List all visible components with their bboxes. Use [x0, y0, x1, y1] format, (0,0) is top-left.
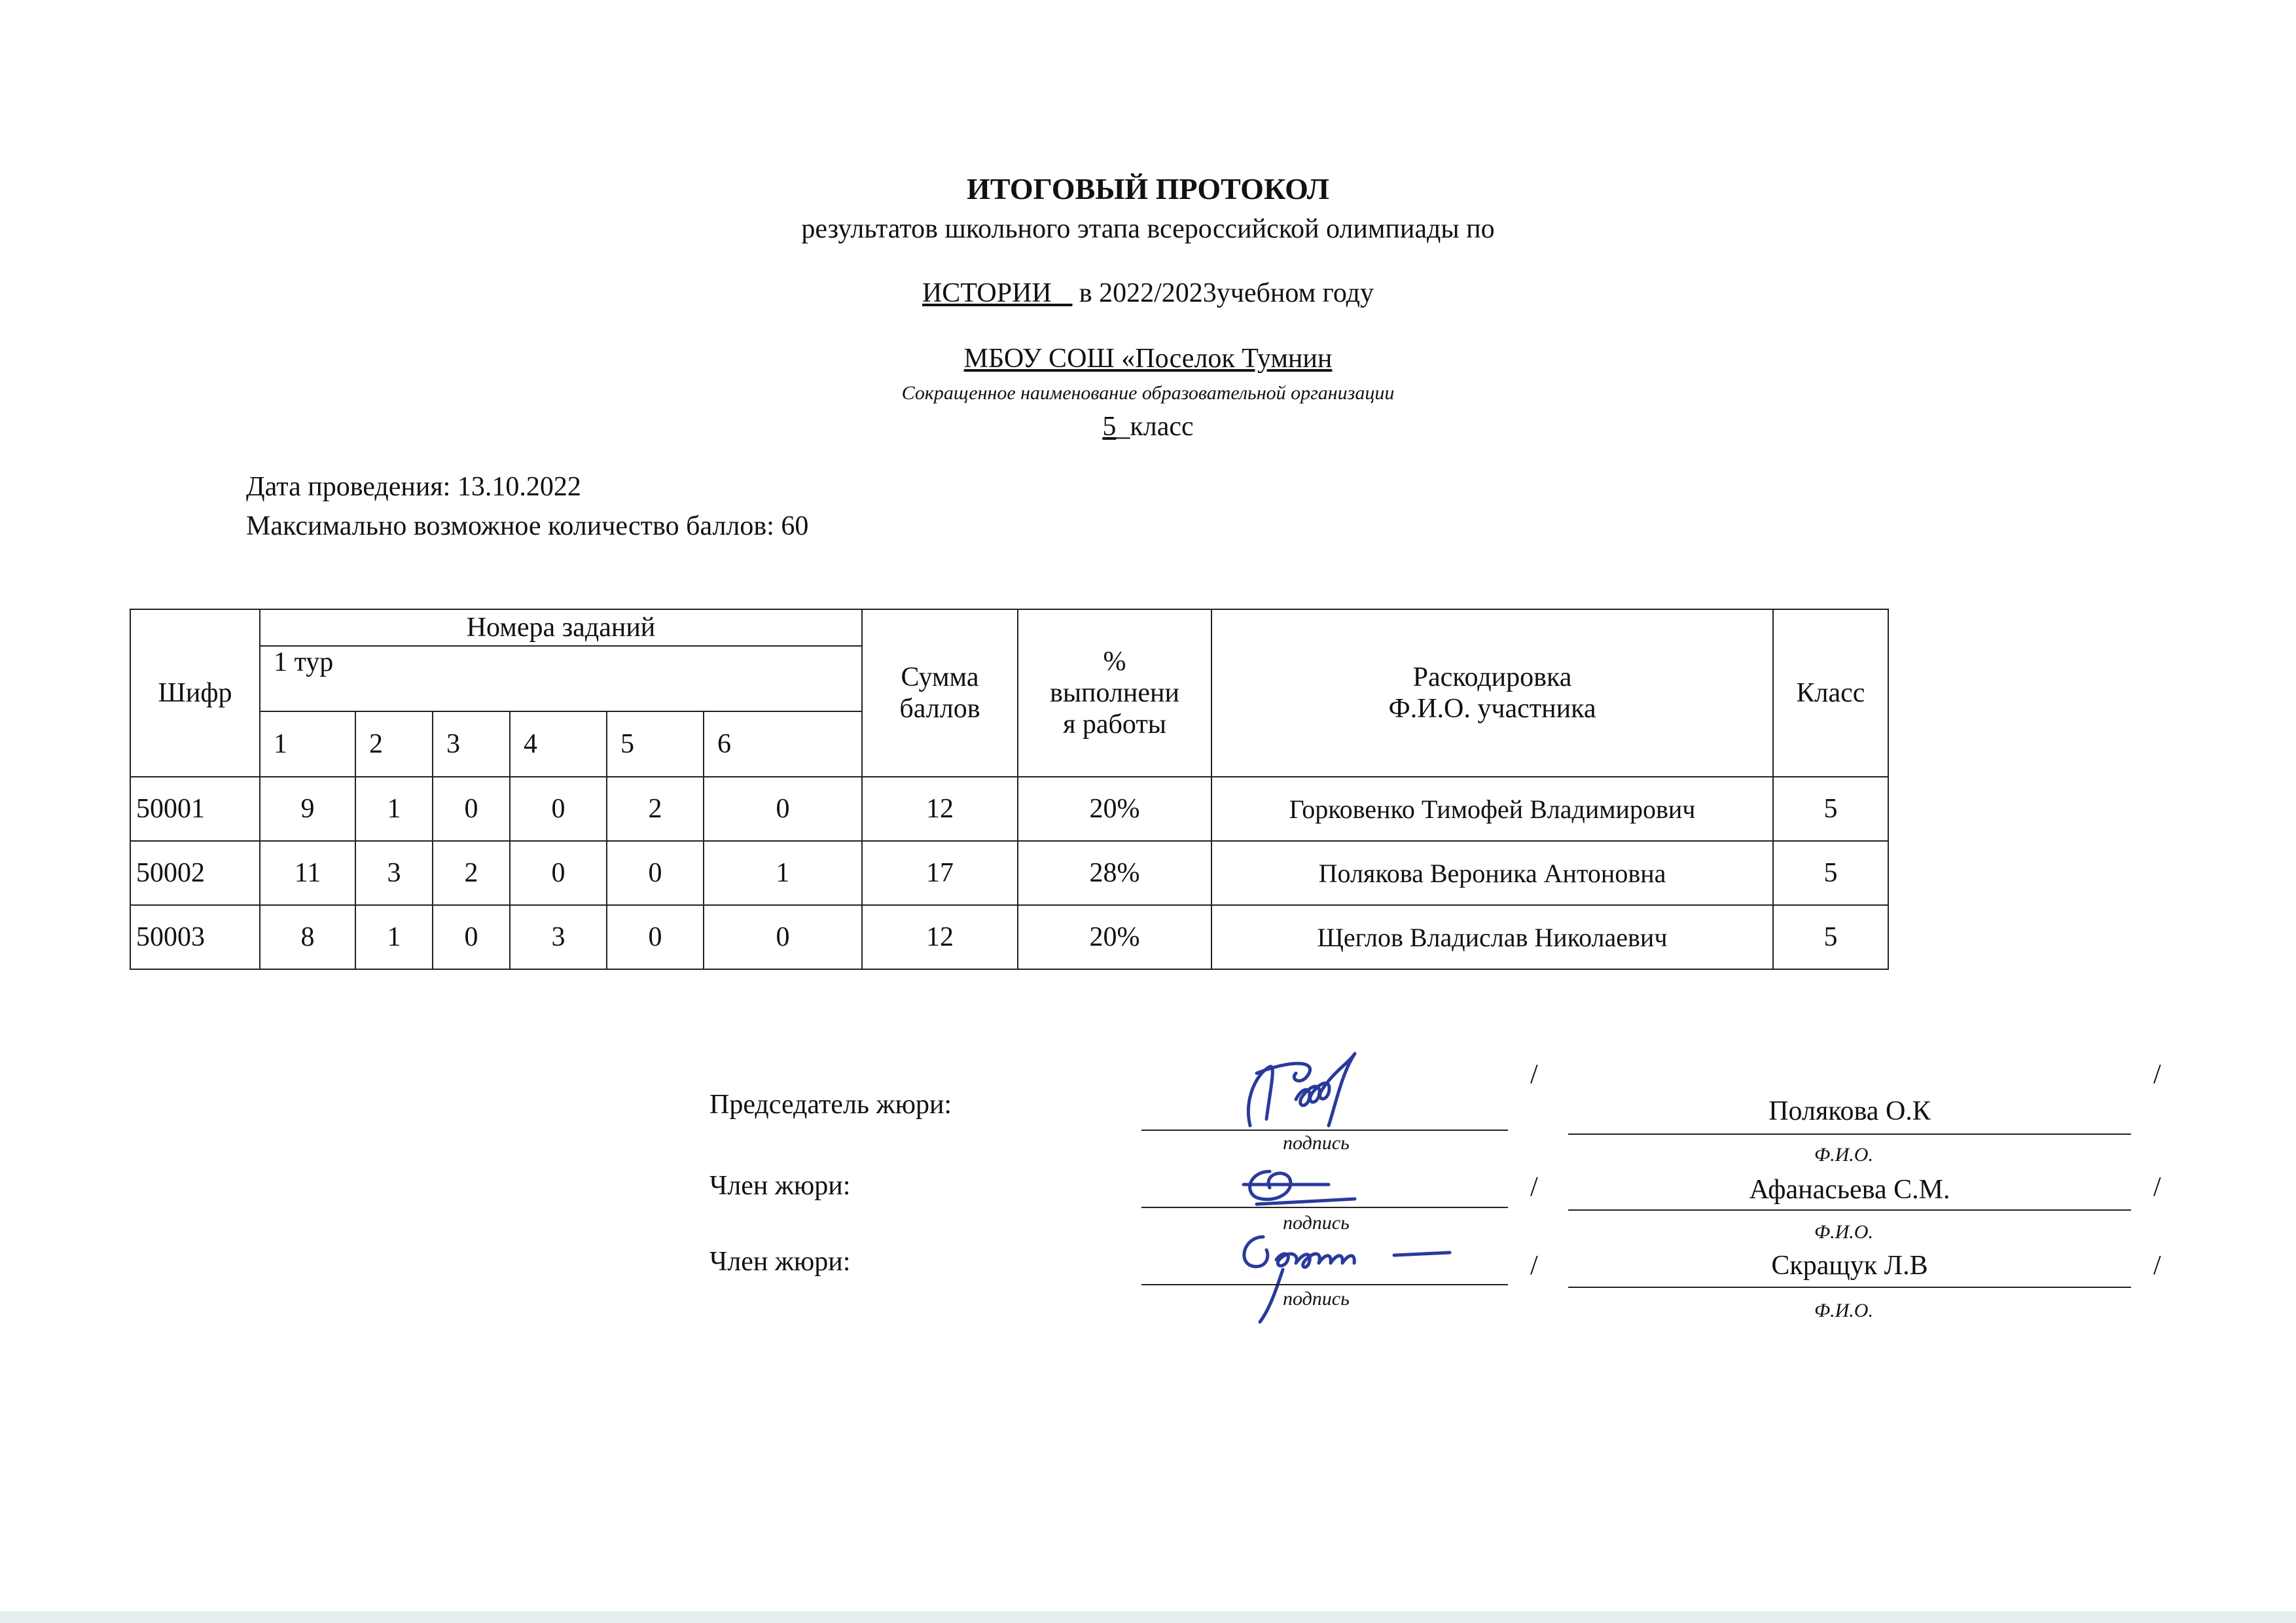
col-pct-line-2: выполнени	[1049, 678, 1179, 708]
sign-caption: подпись	[1283, 1288, 1350, 1310]
jury-chair-name: Полякова О.К	[1768, 1096, 1931, 1126]
col-fio-header	[1211, 609, 1773, 777]
col-sum-header	[862, 609, 1018, 777]
max-score-line: Максимально возможное количество баллов: 60	[246, 511, 809, 541]
col-pct-line-3: я работы	[1063, 709, 1166, 740]
grade-value: 5	[1102, 412, 1117, 442]
col-sum-line-2: баллов	[899, 694, 980, 724]
fio-line	[1568, 1287, 2131, 1288]
completion-percent: 28%	[1018, 841, 1211, 905]
signature-line	[1141, 1207, 1508, 1208]
fio-line	[1568, 1133, 2131, 1135]
task-score: 0	[704, 777, 862, 841]
total-score: 12	[862, 905, 1018, 969]
col-fio-line-1: Раскодировка	[1412, 662, 1572, 692]
task-number: 3	[433, 711, 510, 777]
fio-caption: Ф.И.О.	[1814, 1144, 1873, 1166]
slash-separator: /	[1530, 1172, 1538, 1202]
col-pct-header	[1018, 609, 1211, 777]
participant-code: 50001	[130, 777, 260, 841]
member-signature	[1230, 1158, 1374, 1211]
participant-name: Щеглов Владислав Николаевич	[1211, 905, 1773, 969]
chair-signature	[1230, 1047, 1427, 1139]
task-score: 0	[433, 777, 510, 841]
jury-member-name: Афанасьева С.М.	[1749, 1175, 1950, 1205]
jury-member-label: Член жюри:	[709, 1247, 851, 1277]
task-number: 2	[355, 711, 433, 777]
col-sum-line-1: Сумма	[901, 662, 979, 692]
task-score: 2	[607, 777, 704, 841]
completion-percent: 20%	[1018, 777, 1211, 841]
task-score: 2	[433, 841, 510, 905]
date-line: Дата проведения: 13.10.2022	[246, 472, 581, 502]
subject-line	[0, 277, 2296, 309]
slash-separator: /	[2153, 1172, 2161, 1202]
results-table	[130, 609, 1889, 970]
org-caption: Сокращенное наименование образовательной организации	[901, 382, 1395, 404]
member-signature	[1230, 1224, 1479, 1329]
participant-class: 5	[1773, 841, 1888, 905]
task-score: 9	[260, 777, 355, 841]
task-score: 1	[704, 841, 862, 905]
fio-caption: Ф.И.О.	[1814, 1221, 1873, 1243]
col-class-header: Класс	[1773, 609, 1888, 777]
task-number: 5	[607, 711, 704, 777]
task-score: 1	[355, 777, 433, 841]
table-row	[130, 777, 1888, 841]
table-row	[130, 841, 1888, 905]
slash-separator: /	[1530, 1060, 1538, 1090]
task-score: 8	[260, 905, 355, 969]
task-number: 6	[704, 711, 862, 777]
task-score: 3	[510, 905, 607, 969]
signature-line	[1141, 1284, 1508, 1285]
fio-caption: Ф.И.О.	[1814, 1300, 1873, 1321]
task-number: 4	[510, 711, 607, 777]
slash-separator: /	[2153, 1060, 2161, 1090]
participant-class: 5	[1773, 905, 1888, 969]
slash-separator: /	[1530, 1251, 1538, 1281]
col-code-header: Шифр	[130, 609, 260, 777]
task-score: 0	[510, 777, 607, 841]
scan-edge	[0, 1611, 2296, 1623]
task-score: 0	[433, 905, 510, 969]
org-name: МБОУ СОШ «Поселок Тумнин	[963, 344, 1333, 374]
grade-text: _класс	[1116, 412, 1194, 442]
task-score: 3	[355, 841, 433, 905]
grade-line	[0, 411, 2296, 442]
participant-code: 50002	[130, 841, 260, 905]
participant-code: 50003	[130, 905, 260, 969]
task-score: 11	[260, 841, 355, 905]
fio-line	[1568, 1209, 2131, 1211]
participant-class: 5	[1773, 777, 1888, 841]
task-score: 0	[607, 841, 704, 905]
col-tasks-header: Номера заданий	[260, 609, 862, 646]
task-score: 1	[355, 905, 433, 969]
participant-name: Горковенко Тимофей Владимирович	[1211, 777, 1773, 841]
sign-caption: подпись	[1283, 1132, 1350, 1154]
signature-line	[1141, 1130, 1508, 1131]
jury-member-name: Скращук Л.В	[1771, 1251, 1928, 1281]
subject-name: ИСТОРИИ _	[922, 278, 1073, 308]
org-line	[0, 343, 2296, 374]
total-score: 12	[862, 777, 1018, 841]
task-number: 1	[260, 711, 355, 777]
jury-member-label: Член жюри:	[709, 1171, 851, 1201]
task-score: 0	[607, 905, 704, 969]
col-fio-line-2: Ф.И.О. участника	[1388, 694, 1596, 724]
task-score: 0	[510, 841, 607, 905]
task-score: 0	[704, 905, 862, 969]
completion-percent: 20%	[1018, 905, 1211, 969]
document-subtitle: результатов школьного этапа всероссийской олимпиады по	[801, 214, 1495, 244]
sign-caption: подпись	[1283, 1212, 1350, 1234]
total-score: 17	[862, 841, 1018, 905]
table-row	[130, 905, 1888, 969]
document-title: ИТОГОВЫЙ ПРОТОКОЛ	[967, 172, 1329, 205]
academic-year: в 2022/2023учебном году	[1072, 278, 1374, 308]
header-row-1	[130, 609, 1888, 646]
participant-name: Полякова Вероника Антоновна	[1211, 841, 1773, 905]
jury-chair-label: Председатель жюри:	[709, 1090, 952, 1120]
col-pct-line-1: %	[1103, 647, 1126, 677]
col-tour-header: 1 тур	[260, 646, 862, 711]
slash-separator: /	[2153, 1251, 2161, 1281]
